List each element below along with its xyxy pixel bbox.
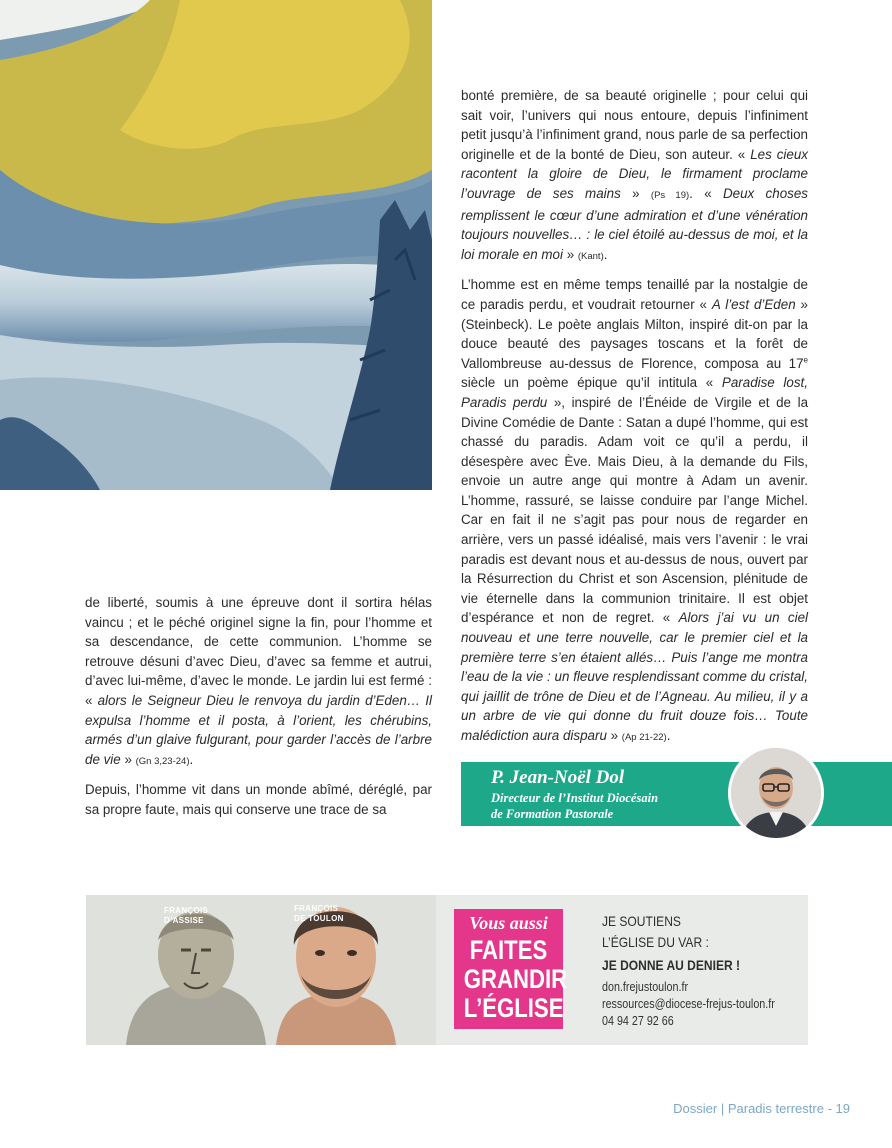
ad-website[interactable]: don.frejustoulon.fr bbox=[602, 980, 689, 994]
ad-pink-script: Vous aussi bbox=[469, 913, 548, 933]
text-run: Depuis, l’homme vit dans un monde abîmé, déréglé, par sa propre faute, mais qui conserve une trace de sa bbox=[85, 782, 432, 817]
text-run: » bbox=[606, 728, 622, 743]
text-run: » bbox=[620, 185, 651, 201]
footer-separator: | bbox=[720, 1101, 725, 1116]
ad-pink-line: L’ÉGLISE bbox=[463, 993, 564, 1023]
author-role-line: Directeur de l’Institut Diocésain bbox=[491, 791, 659, 805]
quote-run: Paradise lost, Paradis perdu bbox=[461, 375, 808, 410]
ad-pink-box bbox=[454, 909, 568, 1029]
author-band bbox=[461, 762, 892, 826]
text-run: », inspiré de l’Énéide de Virgile et de la Divine Comédie de Dante : Satan a dupé l’homme, qui est chassé du paradis. Adam voit ce qu’il a perdu, il désespère avec Ève. Mais Dieu, à la demande du Fils, envoie un autre ange qui montre à Adam un avenir. L’homme, rassuré, se laisse conduire par l’ange Michel. Car en fait il ne s’agit pas pour nous de regarder en arrière, vers un passé idéalisé, mais vers l’avenir : le vrai paradis est devant nous et au-dessus de nous, ouvert par la Résurrection du Christ et son Ascension, plénitude de vie éternelle dans la communion trinitaire. Il est objet d’espérance et non de regret. « bbox=[461, 394, 809, 626]
text-run: . bbox=[666, 728, 671, 743]
quote-run: A l’est d’Eden bbox=[711, 296, 796, 312]
text-run: » bbox=[562, 246, 578, 262]
article-right-column bbox=[461, 86, 808, 757]
author-portrait bbox=[731, 748, 821, 838]
saint-label-line: FRANÇOIS bbox=[164, 906, 209, 915]
paragraph bbox=[461, 275, 808, 747]
saint-label-toulon bbox=[294, 904, 344, 924]
reference: (Ap 21-22) bbox=[621, 732, 667, 743]
author-role-line: de Formation Pastorale bbox=[491, 806, 614, 821]
reference: (Ps 19) bbox=[650, 189, 690, 201]
page-footer bbox=[673, 1101, 850, 1116]
article-left-column bbox=[85, 593, 432, 829]
text-run: . « bbox=[689, 185, 723, 201]
author-role bbox=[491, 791, 658, 822]
text-run: . bbox=[189, 751, 194, 767]
saint-label-line: DE TOULON bbox=[294, 914, 344, 923]
author-name: P. Jean-Noël Dol bbox=[491, 767, 625, 788]
denier-ad-banner bbox=[86, 895, 808, 1045]
painting-artwork bbox=[0, 0, 432, 490]
landscape-painting bbox=[0, 0, 432, 490]
text-run: . bbox=[603, 246, 608, 262]
footer-dash: - bbox=[827, 1101, 832, 1116]
text-run: » bbox=[120, 751, 136, 767]
paragraph bbox=[85, 593, 432, 771]
footer-section: Dossier bbox=[673, 1101, 718, 1116]
author-photo bbox=[728, 745, 824, 841]
paragraph bbox=[461, 86, 808, 266]
ad-phone: 04 94 27 92 66 bbox=[602, 1014, 674, 1028]
saint-label-line: D’ASSISE bbox=[164, 916, 204, 925]
quote-run: alors le Seigneur Dieu le renvoya du jardin d’Eden… Il expulsa l’homme et il posta, à l’orient, les chérubins, armés d’un glaive fulgurant, pour garder l’accès de l’arbre de vie bbox=[85, 692, 433, 767]
reference: (Gn 3,23-24) bbox=[135, 755, 190, 767]
saint-label-line: FRANÇOIS bbox=[294, 904, 339, 913]
footer-title: Paradis terrestre bbox=[727, 1101, 824, 1116]
text-run: siècle un poème épique qu’il intitula « bbox=[461, 375, 722, 391]
text-run: bonté première, de sa beauté originelle ; pour celui qui sait voir, l’univers qui nous entoure, depuis l’infiniment petit jusqu’à l’infiniment grand, nous parle de sa perfection originelle et de la bonté de Dieu, son auteur. « bbox=[461, 88, 808, 162]
quote-run: Les cieux racontent la gloire de Dieu, le firmament proclame l’ouvrage de ses mains bbox=[461, 146, 808, 201]
reference: (Kant) bbox=[577, 250, 604, 262]
saint-label-assise bbox=[164, 906, 208, 926]
ad-text-line: JE SOUTIENS bbox=[602, 913, 681, 929]
text-run: » (Steinbeck). Le poète anglais Milton, inspiré dit-on par la douce beauté des paysages toscans et la forêt de Vallombreuse au-dessus de Florence, composa au 17 bbox=[461, 296, 809, 371]
paragraph bbox=[85, 780, 432, 819]
ad-pink-line: FAITES bbox=[469, 935, 548, 965]
ad-text-line: L’ÉGLISE DU VAR : bbox=[602, 934, 709, 950]
ad-email[interactable]: ressources@diocese-frejus-toulon.fr bbox=[602, 997, 775, 1011]
ad-pink-line: GRANDIR bbox=[463, 964, 568, 994]
quote-run: Deux choses remplissent le cœur d’une admiration et d’une vénération toujours nouvelles… : le ciel étoilé au-dessus de moi, et la loi morale en moi bbox=[461, 185, 808, 262]
ad-text-line: JE DONNE AU DENIER ! bbox=[602, 957, 741, 973]
text-run: L’homme est en même temps tenaillé par la nostalgie de ce paradis perdu, et voudrait retourner « bbox=[461, 277, 808, 312]
page-number: 19 bbox=[835, 1101, 850, 1116]
superscript: e bbox=[803, 355, 808, 365]
text-run: de liberté, soumis à une épreuve dont il sortira hélas vaincu ; et le péché originel signe la fin, pour l’homme et sa descendance, de cette communion. L’homme se retrouve désuni d’avec Dieu, d’avec sa femme et autrui, d’avec lui-même, d’avec le monde. Le jardin lui est fermé : « bbox=[85, 595, 432, 708]
quote-run: Alors j’ai vu un ciel nouveau et une terre nouvelle, car le premier ciel et la première terre s’en étaient allés… Puis l’ange me montra l’eau de la vie : un fleuve resplendissant comme du cristal, qui jaillit de trône de Dieu et de l’Agneau. Au milieu, il y a un arbre de vie qui donne du fruit douze fois… Toute malédiction aura disparu bbox=[461, 610, 808, 743]
saints-illustration bbox=[86, 895, 436, 1045]
